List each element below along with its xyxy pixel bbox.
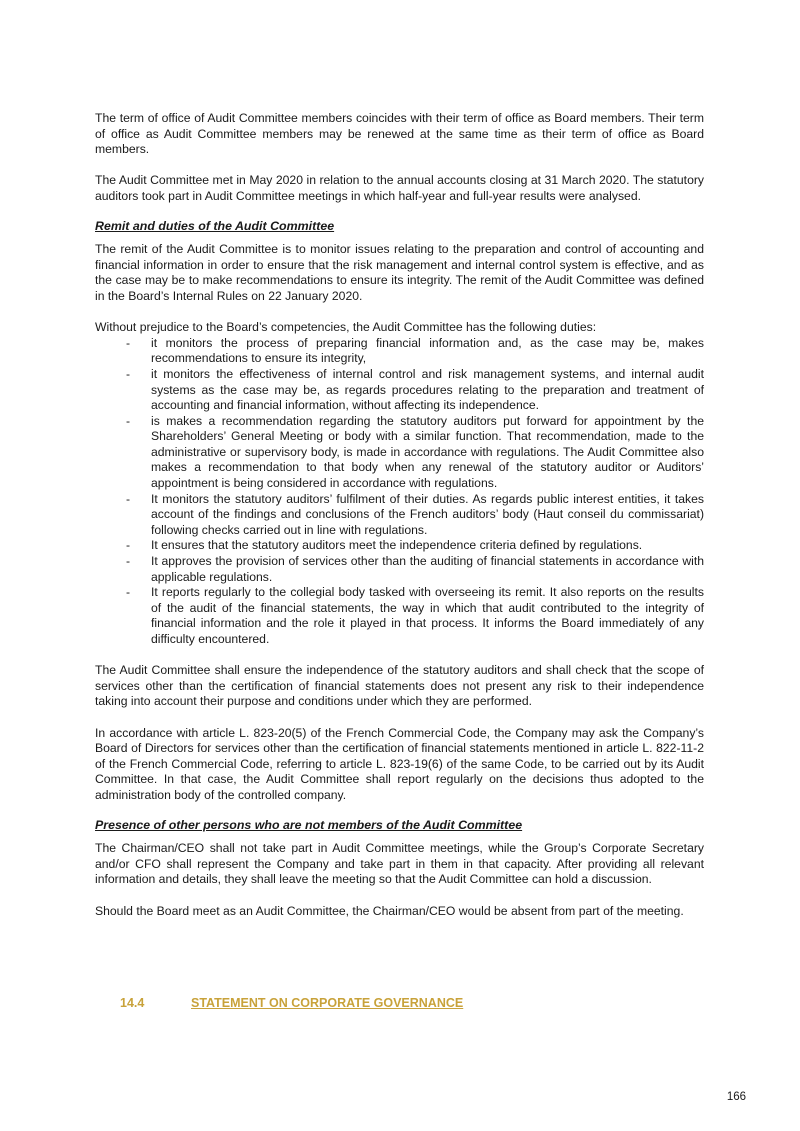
list-item	[95, 554, 704, 585]
list-item	[95, 336, 704, 367]
paragraph-chairman: The Chairman/CEO shall not take part in Audit Committee meetings, while the Group’s Corporate Secretary and/or CFO shall represent the Company and take part in them in that capacity. After providing all relevant information and details, they shall leave the meeting so that the Audit Committee can hold a discussion.	[95, 841, 704, 887]
page-number: 166	[726, 1091, 746, 1103]
list-item	[95, 538, 704, 554]
paragraph-independence: The Audit Committee shall ensure the independence of the statutory auditors and shall check that the scope of services other than the certification of financial statements does not present any risk to their independence taking into account their purpose and conditions under which they are performed.	[95, 663, 704, 709]
list-item	[95, 492, 704, 539]
heading-remit: Remit and duties of the Audit Committee	[95, 218, 335, 233]
list-item	[95, 585, 704, 647]
section-number: 14.4	[120, 996, 145, 1010]
duty-text: It monitors the statutory auditors’ fulfilment of their duties. As regards public interest entities, it takes account of the findings and conclusions of the French auditors’ body (Haut conseil du commissariat) following checks carried out in line with regulations.	[151, 491, 704, 537]
duty-text: It reports regularly to the collegial body tasked with overseeing its remit. It also reports on the results of the audit of the financial statements, the way in which that audit contributed to the integrity of financial information and the role it played in that process. It informs the Board immediately of any difficulty encountered.	[151, 585, 704, 646]
paragraph-term-of-office: The term of office of Audit Committee members coincides with their term of office as Board members. Their term of office as Audit Committee members may be renewed at the same time as their term of office as Board members.	[95, 111, 704, 157]
bullet-dash: -	[126, 538, 131, 553]
bullet-dash: -	[126, 413, 131, 428]
section-title: STATEMENT ON CORPORATE GOVERNANCE	[191, 996, 464, 1010]
bullet-dash: -	[126, 585, 131, 600]
bullet-dash: -	[126, 366, 131, 381]
paragraph-article: In accordance with article L. 823-20(5) of the French Commercial Code, the Company may ask the Company’s Board of Directors for services other than the certification of financial statements mentioned in article L. 822-11-2 of the French Commercial Code, referring to article L. 823-19(6) of the same Code, to be carried out by its Audit Committee. In that case, the Audit Committee shall report regularly on the decisions thus adopted to the administration body of the controlled company.	[95, 725, 704, 802]
paragraph-meeting: The Audit Committee met in May 2020 in relation to the annual accounts closing at 31 March 2020. The statutory auditors took part in Audit Committee meetings in which half-year and full-year results were analysed.	[95, 173, 704, 203]
paragraph-board-meeting: Should the Board meet as an Audit Committee, the Chairman/CEO would be absent from part of the meeting.	[95, 903, 684, 918]
duty-text: It approves the provision of services other than the auditing of financial statements in accordance with applicable regulations.	[151, 554, 704, 584]
list-item	[95, 367, 704, 414]
duty-text: it monitors the effectiveness of internal control and risk management systems, and internal audit systems as the case may be, as regards procedures relating to the preparation and treatment of accounting and financial information, without affecting its independence.	[151, 366, 704, 413]
heading-presence: Presence of other persons who are not members of the Audit Committee	[95, 817, 523, 832]
duty-text: is makes a recommendation regarding the statutory auditors put forward for appointment by the Shareholders’ General Meeting or body with a similar function. That recommendation, made to the administrative or supervisory body, is made in accordance with regulations. The Audit Committee also makes a recommendation to that body when any renewal of the statutory auditor or Auditors’ appointment is being considered in accordance with regulations.	[151, 413, 704, 491]
bullet-dash: -	[126, 335, 131, 350]
duty-text: It ensures that the statutory auditors meet the independence criteria defined by regulations.	[151, 538, 643, 553]
bullet-dash: -	[126, 491, 131, 506]
section-heading	[120, 996, 463, 1010]
duties-list	[95, 336, 704, 648]
list-item	[95, 414, 704, 492]
paragraph-duties-intro: Without prejudice to the Board’s competencies, the Audit Committee has the following duties:	[95, 320, 597, 335]
duty-text: it monitors the process of preparing financial information and, as the case may be, makes recommendations to ensure its integrity,	[151, 335, 704, 366]
bullet-dash: -	[126, 554, 131, 569]
page-body	[95, 111, 704, 919]
paragraph-remit: The remit of the Audit Committee is to monitor issues relating to the preparation and control of accounting and financial information in order to ensure that the risk management and internal control system is effective, and as the case may be to make recommendations to ensure its integrity. The remit of the Audit Committee was defined in the Board’s Internal Rules on 22 January 2020.	[95, 242, 704, 303]
